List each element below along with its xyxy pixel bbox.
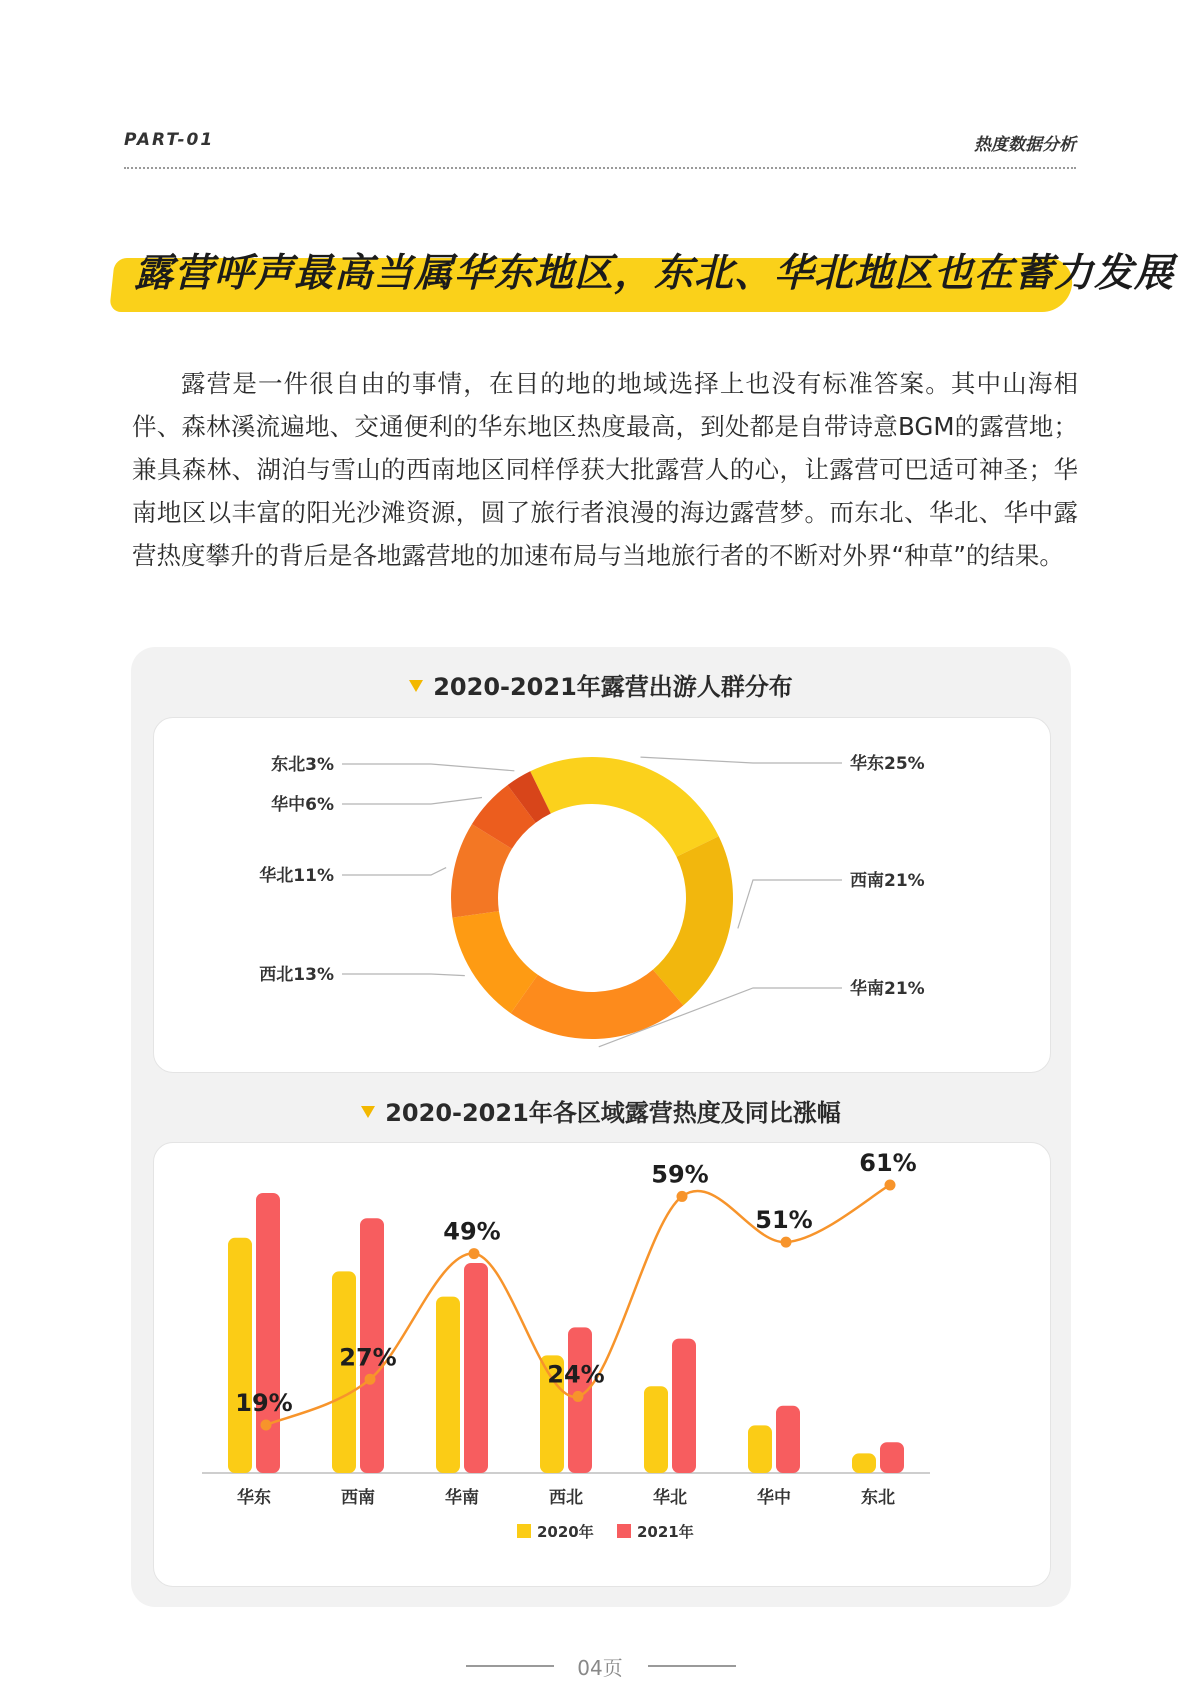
triangle-marker-icon	[409, 680, 423, 692]
bar-2021-华北	[672, 1339, 696, 1473]
bar-chart	[154, 1143, 1050, 1586]
donut-slice-西南	[653, 836, 733, 1005]
donut-slice-华南	[511, 970, 684, 1039]
donut-label: 东北3%	[271, 755, 334, 775]
legend-swatch-2021	[617, 1524, 631, 1538]
donut-slice-华东	[530, 757, 719, 857]
charts-panel	[131, 647, 1071, 1607]
growth-label: 59%	[651, 1160, 709, 1189]
bar-chart-card	[153, 1142, 1051, 1587]
donut-leader-line	[342, 868, 446, 875]
legend-label-2021: 2021年	[637, 1523, 694, 1541]
legend-swatch-2020	[517, 1524, 531, 1538]
bar-2021-华东	[256, 1193, 280, 1473]
header-divider	[124, 167, 1076, 169]
bar-2021-华中	[776, 1406, 800, 1473]
header-section-label: 热度数据分析	[974, 135, 1076, 155]
bar-chart-title	[131, 1093, 1071, 1128]
growth-point	[261, 1420, 272, 1431]
bar-2020-华北	[644, 1386, 668, 1473]
donut-chart-title-text: 2020-2021年露营出游人群分布	[433, 673, 793, 701]
bar-2021-华南	[464, 1263, 488, 1473]
donut-leader-line	[342, 974, 465, 976]
growth-label: 61%	[859, 1149, 917, 1177]
growth-point	[469, 1248, 480, 1259]
bar-2020-华东	[228, 1238, 252, 1473]
footer-line-right	[648, 1665, 736, 1667]
bar-chart-title-text: 2020-2021年各区域露营热度及同比涨幅	[385, 1099, 841, 1127]
donut-leader-line	[342, 798, 482, 804]
donut-chart-card	[153, 717, 1051, 1073]
growth-label: 27%	[339, 1343, 397, 1372]
growth-point	[573, 1391, 584, 1402]
donut-label: 西南21%	[850, 871, 925, 891]
donut-label: 华东25%	[850, 754, 925, 774]
donut-chart-title	[131, 667, 1071, 702]
donut-label: 西北13%	[259, 965, 334, 985]
x-tick-label: 华北	[653, 1488, 687, 1508]
growth-point	[781, 1237, 792, 1248]
bar-2020-西南	[332, 1271, 356, 1473]
x-tick-label: 东北	[861, 1488, 895, 1508]
x-tick-label: 西南	[341, 1488, 375, 1508]
growth-label: 24%	[547, 1360, 605, 1389]
growth-label: 49%	[443, 1217, 501, 1246]
donut-leader-line	[738, 880, 842, 928]
donut-leader-line	[641, 757, 842, 763]
triangle-marker-icon	[361, 1106, 375, 1118]
x-tick-label: 华东	[237, 1488, 271, 1508]
footer-page-number: 04页	[577, 1656, 623, 1680]
donut-label: 华中6%	[271, 795, 334, 815]
donut-label: 华北11%	[259, 866, 334, 886]
bar-2020-华南	[436, 1297, 460, 1473]
growth-point	[885, 1180, 896, 1191]
page-title: 露营呼声最高当属华东地区，东北、华北地区也在蓄力发展	[134, 251, 1175, 296]
header-part-label: PART-01	[124, 130, 215, 150]
x-tick-label: 西北	[549, 1488, 583, 1508]
growth-point	[677, 1191, 688, 1202]
donut-leader-line	[342, 764, 514, 771]
x-tick-label: 华南	[445, 1488, 479, 1508]
donut-label: 华南21%	[850, 979, 925, 999]
intro-paragraph: 露营是一件很自由的事情，在目的地的地域选择上也没有标准答案。其中山海相伴、森林溪流遍地、交通便利的华东地区热度最高，到处都是自带诗意BGM的露营地；兼具森林、湖泊与雪山的西南地区同样俘获大批露营人的心，让露营可巴适可神圣；华南地区以丰富的阳光沙滩资源，圆了旅行者浪漫的海边露营梦。而东北、华北、华中露营热度攀升的背后是各地露营地的加速布局与当地旅行者的不断对外界“种草”的结果。	[132, 369, 1078, 570]
donut-chart	[154, 718, 1050, 1072]
legend-label-2020: 2020年	[537, 1523, 594, 1541]
growth-label: 19%	[235, 1389, 293, 1417]
growth-label: 51%	[755, 1206, 813, 1235]
growth-point	[365, 1374, 376, 1385]
x-tick-label: 华中	[757, 1488, 791, 1508]
